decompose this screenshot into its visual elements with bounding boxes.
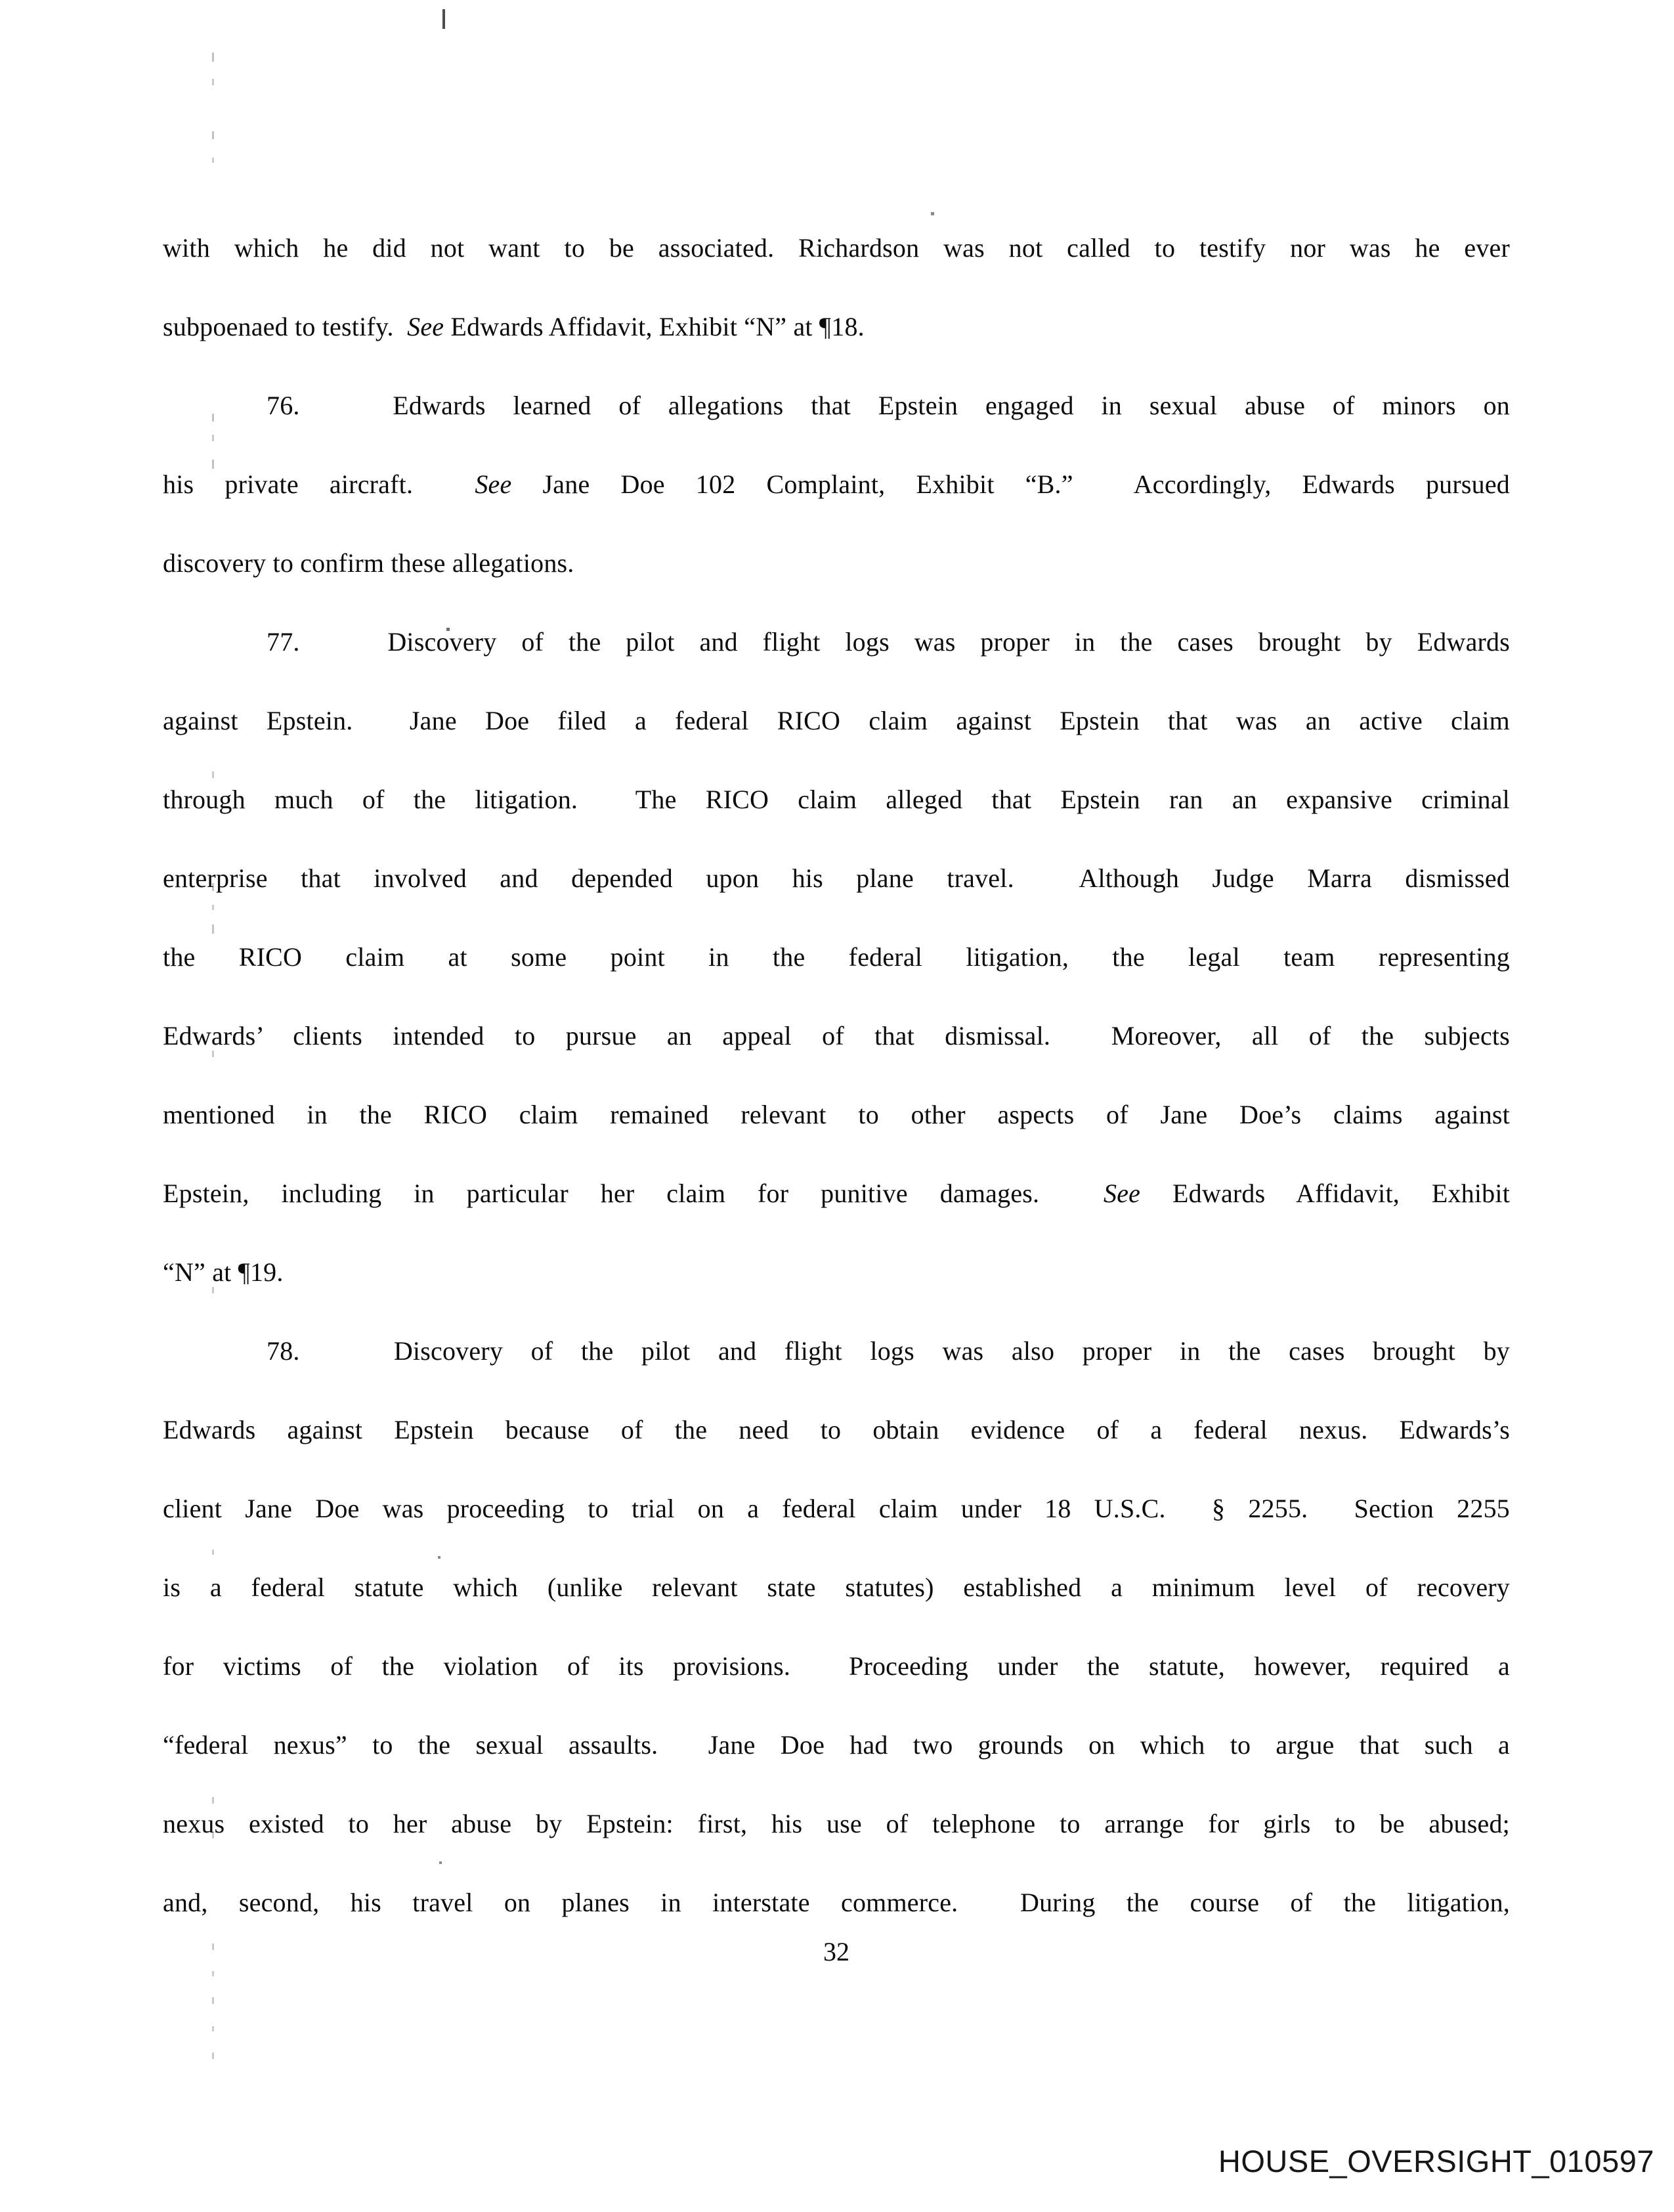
- paragraph-number: 77.: [267, 627, 300, 657]
- text-segment: nexus existed to her abuse by Epstein: first, his use of telephone to arrange for girls to be abused;: [163, 1809, 1510, 1838]
- text-line: [163, 1312, 1510, 1391]
- text-line: [163, 839, 1510, 918]
- text-segment: “N” at ¶19.: [163, 1257, 284, 1287]
- text-segment: the RICO claim at some point in the federal litigation, the legal team representing: [163, 942, 1510, 972]
- text-line: [163, 524, 1510, 603]
- scan-noise-mark: [212, 53, 214, 62]
- text-segment: is a federal statute which (unlike relevant state statutes) established a minimum level of recovery: [163, 1572, 1510, 1602]
- text-line: [163, 1233, 1510, 1312]
- text-segment: Edwards’ clients intended to pursue an appeal of that dismissal. Moreover, all of the subjects: [163, 1021, 1510, 1051]
- text-segment: enterprise that involved and depended upon his plane travel. Although Judge Marra dismissed: [163, 863, 1510, 893]
- text-segment: through much of the litigation. The RICO claim alleged that Epstein ran an expansive criminal: [163, 785, 1510, 814]
- text-line: [163, 997, 1510, 1075]
- text-line: [163, 445, 1510, 524]
- text-segment: Discovery of the pilot and flight logs was proper in the cases brought by Edwards: [387, 627, 1511, 657]
- text-segment: Edwards learned of allegations that Epstein engaged in sexual abuse of minors on: [393, 391, 1511, 420]
- text-line: [163, 1391, 1510, 1469]
- text-line: [163, 1706, 1510, 1785]
- text-line: [163, 1627, 1510, 1706]
- text-line: [163, 760, 1510, 839]
- paragraph: [163, 366, 1510, 603]
- text-line: [163, 1154, 1510, 1233]
- text-line: [163, 603, 1510, 682]
- text-segment: Edwards Affidavit, Exhibit “N” at ¶18.: [444, 312, 865, 341]
- bates-stamp: HOUSE_OVERSIGHT_010597: [1218, 2144, 1654, 2179]
- scan-noise-mark: [212, 79, 214, 85]
- page-number: 32: [823, 1937, 849, 1966]
- text-segment: discovery to confirm these allegations.: [163, 548, 574, 578]
- paragraph-number: 78.: [267, 1336, 300, 1366]
- text-line: [163, 1785, 1510, 1863]
- text-segment: Discovery of the pilot and flight logs was also proper in the cases brought by: [393, 1336, 1510, 1366]
- text-line: [163, 1075, 1510, 1154]
- text-segment: See: [407, 312, 444, 341]
- scan-noise-mark: [442, 9, 445, 29]
- text-segment: Edwards Affidavit, Exhibit: [1140, 1179, 1511, 1208]
- text-segment: for victims of the violation of its provisions. Proceeding under the statute, however, required a: [163, 1651, 1510, 1681]
- document-body: [163, 209, 1510, 1942]
- scan-noise-mark: [212, 2026, 214, 2031]
- paragraph: [163, 603, 1510, 1312]
- text-line: [163, 1469, 1510, 1548]
- text-line: [163, 209, 1510, 288]
- scan-noise-mark: [212, 131, 214, 139]
- text-line: [163, 366, 1510, 445]
- paragraph: [163, 1312, 1510, 1942]
- scan-noise-mark: [212, 1997, 214, 2004]
- text-segment: with which he did not want to be associated. Richardson was not called to testify nor was he ever: [163, 233, 1510, 263]
- text-segment: Jane Doe 102 Complaint, Exhibit “B.” Accordingly, Edwards pursued: [511, 469, 1510, 499]
- paragraph: [163, 209, 1510, 366]
- text-segment: See: [1104, 1179, 1141, 1208]
- text-segment: client Jane Doe was proceeding to trial on a federal claim under 18 U.S.C. § 2255. Section 2255: [163, 1494, 1510, 1523]
- text-line: [163, 1548, 1510, 1627]
- text-segment: Epstein, including in particular her claim for punitive damages.: [163, 1179, 1104, 1208]
- text-segment: Edwards against Epstein because of the need to obtain evidence of a federal nexus. Edwards’s: [163, 1415, 1510, 1444]
- text-segment: and, second, his travel on planes in interstate commerce. During the course of the litigation,: [163, 1888, 1510, 1917]
- text-line: [163, 288, 1510, 366]
- text-segment: against Epstein. Jane Doe filed a federal RICO claim against Epstein that was an active claim: [163, 706, 1510, 735]
- scan-noise-mark: [212, 158, 214, 163]
- paragraph-number: 76.: [267, 391, 300, 420]
- text-line: [163, 918, 1510, 997]
- text-line: [163, 682, 1510, 760]
- scan-noise-mark: [212, 2052, 214, 2059]
- text-segment: mentioned in the RICO claim remained relevant to other aspects of Jane Doe’s claims against: [163, 1100, 1510, 1129]
- text-segment: “federal nexus” to the sexual assaults. Jane Doe had two grounds on which to argue that such a: [163, 1730, 1510, 1760]
- text-segment: subpoenaed to testify.: [163, 312, 408, 341]
- text-segment: his private aircraft.: [163, 469, 475, 499]
- text-segment: See: [475, 469, 512, 499]
